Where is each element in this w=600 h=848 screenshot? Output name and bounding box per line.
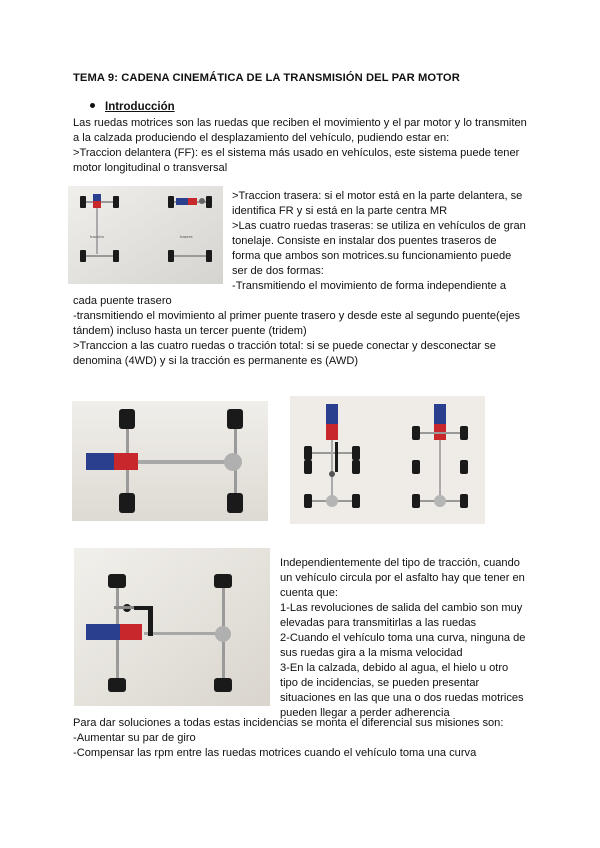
section-heading (90, 101, 175, 113)
text-line: ser de dos formas: (232, 265, 324, 277)
text-line: >Tranccion a las cuatro ruedas o tracción total: si se puede conectar y desconectar se (73, 340, 496, 352)
text-line: >Traccion delantera (FF): es el sistema más usado en vehículos, este sistema puede tener (73, 147, 520, 159)
text-line: 2-Cuando el vehículo toma una curva, ninguna de (280, 632, 526, 644)
text-line: denomina (4WD) y si la tracción es permanente es (AWD) (73, 355, 359, 367)
text-line: -Transmitiendo el movimiento de forma independiente a (232, 280, 506, 292)
four-wheel-paragraph (73, 294, 520, 369)
section-heading-label: Introducción (105, 101, 175, 113)
text-line: -Aumentar su par de giro (73, 732, 196, 744)
rear-drive-paragraph (232, 189, 526, 294)
text-line: Independientemente del tipo de tracción, cuando (280, 557, 520, 569)
text-line: situaciones en las que una o dos ruedas motrices (280, 692, 524, 704)
photo-front-rear-drive (68, 186, 223, 284)
text-line: Las ruedas motrices son las ruedas que reciben el movimiento y el par motor y lo transmiten (73, 117, 527, 129)
text-line: forma que ambos son motrices.su funcionamiento puede (232, 250, 512, 262)
bullet-icon (90, 103, 95, 108)
text-line: elevadas para transmitirlas a las ruedas (280, 617, 477, 629)
text-line: sus ruedas gira a la misma velocidad (280, 647, 463, 659)
text-line: cuenta que: (280, 587, 338, 599)
text-line: >Traccion trasera: si el motor está en la parte delantera, se (232, 190, 523, 202)
text-line: motor longitudinal o transversal (73, 162, 228, 174)
text-line: >Las cuatro ruedas traseras: se utiliza en vehículos de gran (232, 220, 526, 232)
text-line: -transmitiendo el movimiento al primer puente trasero y desde este al segundo puente(ejes (73, 310, 521, 322)
intro-paragraph (73, 116, 527, 176)
text-line: tipo de incidencias, se pueden presentar (280, 677, 480, 689)
photo-four-wheel-chassis (74, 548, 270, 706)
text-line: pueden llegar a perder adherencia (280, 707, 450, 719)
text-line: un vehículo circula por el asfalto hay que tener en (280, 572, 525, 584)
text-line: tonelaje. Consiste en instalar dos puentes traseros de (232, 235, 497, 247)
svg-text:trasera: trasera (180, 234, 193, 239)
text-line: 1-Las revoluciones de salida del cambio son muy (280, 602, 523, 614)
text-line: -Compensar las rpm entre las ruedas motrices cuando el vehículo toma una curva (73, 747, 477, 759)
svg-text:tracción: tracción (90, 234, 105, 239)
differential-paragraph (73, 716, 503, 761)
considerations-paragraph (280, 556, 525, 721)
text-line: tándem) incluso hasta un tercer puente (tridem) (73, 325, 307, 337)
photo-rear-drive-variants (290, 396, 485, 524)
page-title: TEMA 9: CADENA CINEMÁTICA DE LA TRANSMISIÓN DEL PAR MOTOR (73, 72, 460, 84)
photo-chassis-tandem (72, 401, 268, 521)
text-line: cada puente trasero (73, 295, 172, 307)
text-line: Para dar soluciones a todas estas incidencias se monta el diferencial sus misiones son: (73, 717, 504, 729)
text-line: 3-En la calzada, debido al agua, el hielo u otro (280, 662, 509, 674)
text-line: identifica FR y si está en la parte centra MR (232, 205, 448, 217)
text-line: a la calzada produciendo el desplazamiento del vehículo, pudiendo estar en: (73, 132, 450, 144)
